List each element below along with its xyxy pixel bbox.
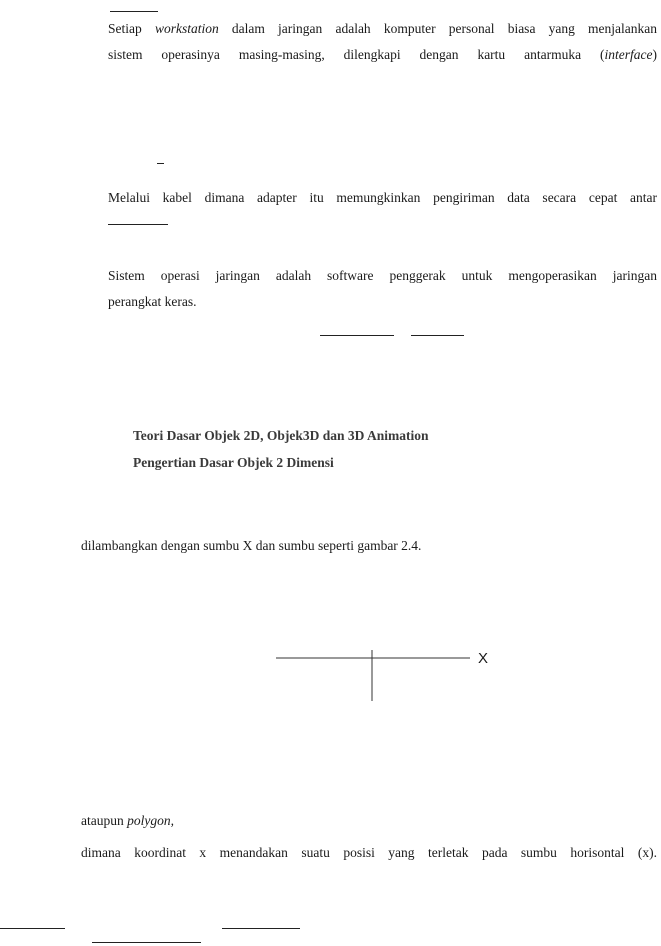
italic-term: interface: [604, 47, 653, 62]
italic-term: workstation: [154, 21, 219, 36]
paragraph-polygon-line-2: dimana koordinat x menandakan suatu posisi yang terletak pada sumbu horisontal (x).: [81, 845, 657, 860]
rule-mid-2: [411, 335, 464, 336]
paragraph-polygon-line-1: [81, 813, 174, 829]
heading-subsection: Pengertian Dasar Objek 2 Dimensi: [133, 455, 334, 470]
text-fragment: ): [652, 47, 657, 62]
bottom-rule-3: [92, 942, 201, 943]
paragraph-workstation-line-2: [108, 47, 657, 63]
paragraph-cable-line-1: Melalui kabel dimana adapter itu memungkinkan pengiriman data secara cepat antar: [108, 190, 657, 205]
rule-after-cable: [108, 224, 168, 225]
text-fragment: dalam jaringan adalah komputer personal biasa yang menjalankan: [218, 21, 657, 36]
paragraph-workstation-line-1: [108, 21, 657, 37]
paragraph-nos-line-1: Sistem operasi jaringan adalah software penggerak untuk mengoperasikan jaringan: [108, 268, 657, 283]
italic-term: polygon,: [127, 813, 174, 828]
top-rule: [110, 11, 158, 12]
x-axis-label: X: [478, 650, 489, 667]
rule-mid-1: [320, 335, 394, 336]
small-dash: [157, 163, 164, 164]
bottom-rule-2: [222, 928, 300, 929]
paragraph-axes-line-1: dilambangkan dengan sumbu X dan sumbu seperti gambar 2.4.: [81, 538, 422, 553]
text-fragment: Setiap: [108, 21, 155, 36]
paragraph-nos-line-2: perangkat keras.: [108, 294, 197, 309]
heading-section: Teori Dasar Objek 2D, Objek3D dan 3D Animation: [133, 428, 429, 443]
bottom-rule-1: [0, 928, 65, 929]
text-fragment: ataupun: [81, 813, 128, 828]
text-fragment: sistem operasinya masing-masing, dilengkapi dengan kartu antarmuka (: [108, 47, 605, 62]
